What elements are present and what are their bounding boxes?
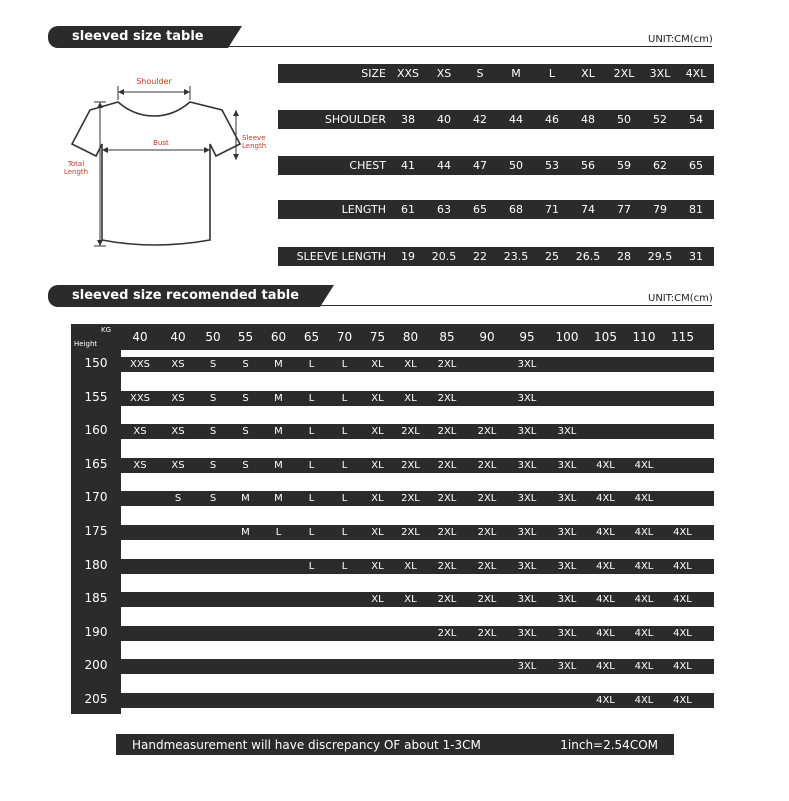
size-cell: 29.5: [647, 250, 673, 263]
recommended-size-cell: S: [242, 393, 249, 404]
size-row-label: SIZE: [361, 67, 386, 80]
recommended-row: [121, 357, 714, 372]
height-value: 150: [84, 356, 108, 370]
size-cell: 79: [653, 203, 667, 216]
recommended-size-cell: 3XL: [517, 561, 537, 572]
recommended-size-cell: 2XL: [477, 527, 497, 538]
recommended-size-cell: XL: [404, 594, 417, 605]
size-cell: 19: [401, 250, 415, 263]
weight-header-cell: 90: [479, 330, 495, 344]
recommended-size-cell: 4XL: [596, 460, 615, 471]
weight-header-cell: 75: [369, 330, 386, 344]
height-value: 175: [84, 524, 108, 538]
size-cell: 53: [545, 159, 559, 172]
size-cell: 68: [509, 203, 523, 216]
recommended-size-cell: 3XL: [517, 493, 537, 504]
weight-header-cell: 65: [303, 330, 320, 344]
section-divider: [228, 46, 712, 47]
size-row: [278, 110, 714, 129]
recommended-size-cell: 2XL: [437, 460, 457, 471]
recommended-row: [121, 491, 714, 506]
recommended-size-cell: XL: [371, 460, 384, 471]
height-value: 190: [84, 625, 108, 639]
recommended-size-cell: M: [241, 527, 250, 538]
total-length-label-2: Length: [63, 168, 89, 176]
size-row: [278, 156, 714, 175]
unit-label: UNIT:CM(cm): [648, 34, 713, 45]
recommended-row: [121, 592, 714, 607]
size-cell: 65: [689, 159, 703, 172]
recommended-size-cell: 2XL: [477, 594, 497, 605]
recommended-size-cell: 2XL: [477, 628, 497, 639]
recommended-size-cell: 3XL: [517, 628, 537, 639]
recommended-row: [121, 458, 714, 473]
recommended-size-cell: M: [274, 460, 283, 471]
recommended-size-cell: L: [341, 426, 348, 437]
size-cell: XS: [436, 67, 452, 80]
recommended-size-cell: XXS: [129, 393, 151, 404]
recommended-size-cell: S: [209, 359, 217, 370]
recommended-size-cell: 3XL: [557, 493, 577, 504]
recommended-size-cell: 4XL: [634, 661, 654, 672]
size-cell: 46: [545, 113, 559, 126]
size-row-label: LENGTH: [341, 203, 386, 216]
recommended-size-cell: L: [341, 359, 348, 370]
recommended-size-cell: 2XL: [477, 493, 497, 504]
height-value: 160: [84, 423, 108, 437]
recommended-size-cell: XL: [371, 561, 384, 572]
recommended-size-cell: L: [308, 359, 315, 370]
recommended-size-cell: S: [209, 426, 217, 437]
recommended-size-cell: 2XL: [477, 561, 497, 572]
recommended-size-cell: 4XL: [673, 527, 692, 538]
total-length-label-1: Total: [67, 160, 85, 168]
recommended-size-cell: L: [308, 393, 315, 404]
recommended-size-cell: 3XL: [557, 460, 577, 471]
size-cell: 59: [617, 159, 631, 172]
recommended-size-cell: L: [341, 393, 348, 404]
size-cell: 40: [437, 113, 451, 126]
size-row-label: CHEST: [349, 159, 386, 172]
recommended-size-cell: XS: [171, 460, 185, 471]
recommended-size-cell: 4XL: [634, 460, 654, 471]
size-cell: 28: [617, 250, 631, 263]
recommended-size-cell: 2XL: [437, 359, 457, 370]
recommended-size-cell: 4XL: [673, 661, 692, 672]
recommended-row: [121, 626, 714, 641]
size-cell: 54: [689, 113, 703, 126]
recommended-size-cell: M: [241, 493, 250, 504]
recommended-row: [121, 693, 714, 708]
weight-header-cell: 40: [132, 330, 148, 344]
recommended-size-cell: 3XL: [557, 628, 577, 639]
recommended-size-cell: 2XL: [401, 493, 420, 504]
size-cell: 61: [401, 203, 415, 216]
recommended-size-cell: L: [341, 460, 348, 471]
size-cell: 25: [545, 250, 559, 263]
recommended-size-cell: M: [274, 393, 283, 404]
recommended-size-cell: L: [308, 460, 315, 471]
recommended-row: [121, 391, 714, 406]
weight-header-cell: 100: [555, 330, 579, 344]
section-title-size-table: sleeved size table: [48, 26, 228, 48]
size-cell: S: [476, 67, 484, 80]
recommended-size-cell: 2XL: [477, 460, 497, 471]
size-cell: 26.5: [575, 250, 601, 263]
recommended-size-cell: 3XL: [517, 393, 537, 404]
size-cell: 3XL: [649, 67, 671, 80]
recommended-size-cell: XS: [171, 359, 185, 370]
weight-header-row: [121, 324, 714, 350]
recommended-size-cell: 3XL: [517, 594, 537, 605]
recommended-size-cell: L: [341, 493, 348, 504]
recommended-size-cell: 2XL: [437, 527, 457, 538]
size-cell: 31: [689, 250, 703, 263]
recommended-size-cell: XL: [371, 594, 384, 605]
unit-label-2: UNIT:CM(cm): [648, 293, 713, 304]
recommended-size-cell: XS: [171, 426, 185, 437]
recommended-size-cell: S: [242, 359, 249, 370]
weight-header-cell: 60: [270, 330, 287, 344]
tshirt-measurement-diagram: [56, 70, 274, 260]
height-value: 165: [84, 457, 108, 471]
recommended-size-cell: 4XL: [673, 594, 692, 605]
footer-note: [116, 734, 674, 755]
height-column: [71, 324, 121, 714]
recommended-size-cell: L: [275, 527, 282, 538]
size-cell: XL: [581, 67, 595, 80]
recommended-size-cell: S: [174, 493, 182, 504]
recommended-size-cell: S: [242, 426, 249, 437]
size-cell: 81: [689, 203, 703, 216]
recommended-size-cell: 3XL: [517, 527, 537, 538]
recommended-size-cell: 2XL: [437, 426, 457, 437]
recommended-size-cell: XL: [404, 561, 417, 572]
recommended-size-cell: XL: [404, 393, 417, 404]
recommended-size-cell: 3XL: [517, 661, 537, 672]
weight-header-cell: 50: [205, 330, 221, 344]
recommended-size-cell: 4XL: [673, 695, 692, 706]
size-row: [278, 247, 714, 266]
measurement-note: Handmeasurement will have discrepancy OF about 1-3CM: [132, 737, 481, 752]
recommended-row: [121, 559, 714, 574]
size-cell: 44: [509, 113, 523, 126]
recommended-size-cell: 2XL: [437, 561, 457, 572]
recommended-size-cell: S: [209, 493, 217, 504]
recommended-size-cell: 2XL: [437, 493, 457, 504]
height-value: 155: [84, 390, 108, 404]
weight-header-cell: 110: [632, 330, 656, 344]
recommended-size-cell: L: [341, 561, 348, 572]
recommended-size-cell: 4XL: [596, 594, 615, 605]
size-cell: 77: [617, 203, 631, 216]
recommended-size-cell: 2XL: [477, 426, 497, 437]
recommended-size-cell: XL: [371, 393, 384, 404]
inch-conversion: 1inch=2.54COM: [560, 737, 658, 752]
recommended-size-cell: L: [341, 527, 348, 538]
size-cell: 23.5: [503, 250, 529, 263]
recommended-size-cell: 3XL: [517, 460, 537, 471]
recommended-row: [121, 659, 714, 674]
weight-header-cell: 115: [671, 330, 694, 344]
recommended-size-cell: 4XL: [596, 527, 615, 538]
size-cell: 22: [473, 250, 487, 263]
size-cell: 2XL: [613, 67, 635, 80]
size-cell: 38: [401, 113, 415, 126]
recommended-size-cell: 2XL: [437, 628, 457, 639]
height-value: 200: [84, 658, 108, 672]
recommended-size-cell: XXS: [129, 359, 151, 370]
size-row-label: SHOULDER: [324, 113, 386, 126]
recommended-size-cell: 4XL: [634, 561, 654, 572]
recommended-size-cell: 4XL: [634, 527, 654, 538]
recommended-size-cell: 4XL: [596, 561, 615, 572]
recommended-size-cell: 4XL: [596, 695, 615, 706]
size-cell: 42: [473, 113, 487, 126]
recommended-size-cell: 2XL: [437, 594, 457, 605]
height-value: 170: [84, 490, 108, 504]
weight-header-cell: 85: [439, 330, 455, 344]
recommended-size-cell: 4XL: [596, 493, 615, 504]
size-cell: 48: [581, 113, 595, 126]
size-row: [278, 200, 714, 219]
recommended-size-cell: 3XL: [557, 661, 577, 672]
recommended-row: [121, 525, 714, 540]
weight-header-cell: 55: [237, 330, 254, 344]
size-cell: 65: [473, 203, 487, 216]
recommended-size-cell: XL: [371, 493, 384, 504]
recommended-size-cell: 3XL: [557, 594, 577, 605]
weight-header-cell: 40: [170, 330, 186, 344]
recommended-size-cell: XL: [371, 426, 384, 437]
shoulder-label: Shoulder: [136, 77, 172, 86]
size-cell: 71: [545, 203, 559, 216]
sleeve-length-label-1: Sleeve: [242, 134, 266, 142]
height-label: Height: [74, 340, 98, 348]
recommended-size-cell: 2XL: [401, 527, 420, 538]
size-cell: 20.5: [431, 250, 457, 263]
recommended-size-cell: 4XL: [673, 628, 692, 639]
recommended-size-cell: M: [274, 493, 283, 504]
recommended-size-cell: 4XL: [634, 628, 654, 639]
recommended-size-cell: 3XL: [517, 359, 537, 370]
size-row: [278, 64, 714, 83]
recommended-size-cell: 4XL: [596, 628, 615, 639]
size-cell: 74: [581, 203, 595, 216]
recommended-size-cell: 3XL: [517, 426, 537, 437]
height-value: 180: [84, 558, 108, 572]
bust-label: Bust: [153, 139, 169, 147]
recommended-size-cell: 2XL: [437, 393, 457, 404]
recommended-size-cell: L: [308, 493, 315, 504]
recommended-size-cell: XL: [371, 359, 384, 370]
recommended-size-cell: 4XL: [634, 594, 654, 605]
weight-header-cell: 95: [519, 330, 535, 344]
recommended-size-cell: 2XL: [401, 460, 420, 471]
kg-label: KG: [101, 326, 112, 334]
recommended-size-cell: 4XL: [673, 561, 692, 572]
size-row-label: SLEEVE LENGTH: [296, 250, 386, 263]
size-cell: M: [511, 67, 521, 80]
size-cell: 41: [401, 159, 415, 172]
size-cell: 44: [437, 159, 451, 172]
recommended-size-cell: 4XL: [634, 695, 654, 706]
recommended-size-cell: L: [308, 561, 315, 572]
section-divider-2: [320, 305, 712, 306]
recommended-size-cell: M: [274, 426, 283, 437]
recommended-size-cell: S: [209, 393, 217, 404]
size-cell: 50: [509, 159, 523, 172]
weight-header-cell: 80: [402, 330, 419, 344]
recommended-size-cell: XS: [171, 393, 185, 404]
recommended-size-cell: L: [308, 426, 315, 437]
recommended-size-cell: XS: [133, 460, 147, 471]
recommended-size-cell: 3XL: [557, 561, 577, 572]
recommended-row: [121, 424, 714, 439]
recommended-size-cell: XS: [133, 426, 147, 437]
height-value: 205: [84, 692, 108, 706]
sleeve-length-label-2: Length: [242, 142, 267, 150]
weight-header-cell: 70: [336, 330, 353, 344]
recommended-size-cell: S: [209, 460, 217, 471]
size-cell: 47: [473, 159, 487, 172]
recommended-size-cell: L: [308, 527, 315, 538]
section-title-recommended-table: sleeved size recomended table: [48, 285, 320, 307]
recommended-size-cell: 3XL: [557, 426, 577, 437]
size-cell: 50: [617, 113, 631, 126]
size-cell: XXS: [396, 67, 420, 80]
size-cell: 56: [581, 159, 595, 172]
recommended-size-cell: 4XL: [596, 661, 615, 672]
recommended-size-cell: 4XL: [634, 493, 654, 504]
recommended-size-cell: 2XL: [401, 426, 420, 437]
height-value: 185: [84, 591, 108, 605]
recommended-size-cell: XL: [404, 359, 417, 370]
size-cell: L: [548, 67, 556, 80]
recommended-size-cell: XL: [371, 527, 384, 538]
size-cell: 63: [437, 203, 451, 216]
size-cell: 62: [653, 159, 667, 172]
recommended-size-cell: S: [242, 460, 249, 471]
size-cell: 4XL: [685, 67, 707, 80]
size-cell: 52: [653, 113, 667, 126]
weight-header-cell: 105: [594, 330, 617, 344]
recommended-size-cell: M: [274, 359, 283, 370]
recommended-size-cell: 3XL: [557, 527, 577, 538]
